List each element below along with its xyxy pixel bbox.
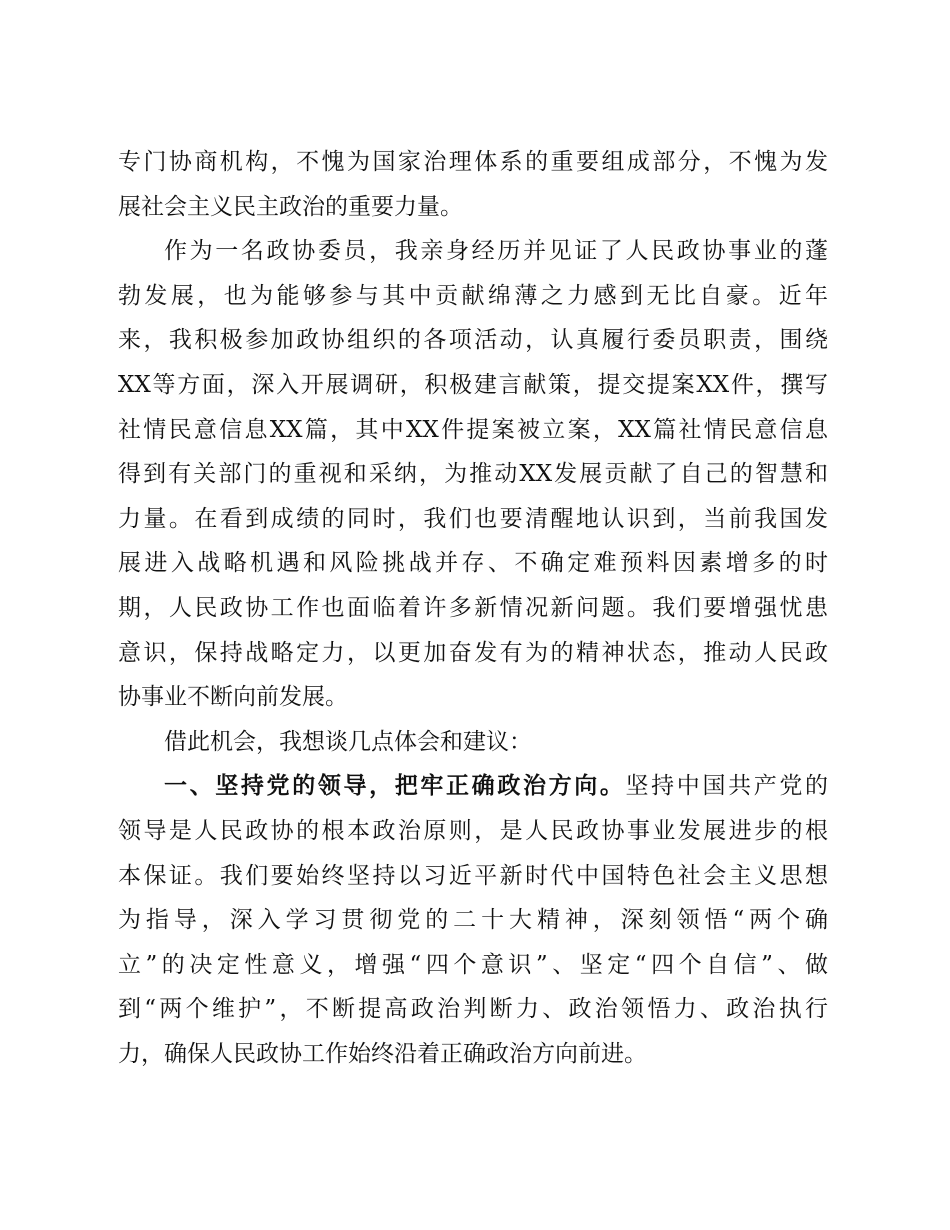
text-line: 借此机会，我想谈几点体会和建议： xyxy=(164,728,532,755)
text-line: 协事业不断向前发展。 xyxy=(118,684,348,711)
text-line: 力，确保人民政协工作始终沿着正确政治方向前进。 xyxy=(118,1040,647,1067)
text-line: 立”的决定性意义，增强“四个意识”、坚定“四个自信”、做 xyxy=(118,951,828,978)
text-line: 勃发展，也为能够参与其中贡献绵薄之力感到无比自豪。近年 xyxy=(118,282,828,309)
text-line: 到“两个维护”，不断提高政治判断力、政治领悟力、政治执行 xyxy=(118,996,828,1023)
text-line: 得到有关部门的重视和采纳，为推动XX发展贡献了自己的智慧和 xyxy=(118,461,828,488)
text-line: 展社会主义民主政治的重要力量。 xyxy=(118,193,463,220)
text-line: 作为一名政协委员，我亲身经历并见证了人民政协事业的蓬 xyxy=(164,238,828,265)
text-line: 期，人民政协工作也面临着许多新情况新问题。我们要增强忧患 xyxy=(118,594,828,621)
document-body xyxy=(118,140,828,1076)
text-line: 意识，保持战略定力，以更加奋发有为的精神状态，推动人民政 xyxy=(118,639,828,666)
section-heading-line xyxy=(118,764,828,809)
text-line: 社情民意信息XX篇，其中XX件提案被立案，XX篇社情民意信息 xyxy=(118,416,828,443)
section-heading: 一、坚持党的领导，把牢正确政治方向。 xyxy=(164,773,626,800)
text-line: 来，我积极参加政协组织的各项活动，认真履行委员职责，围绕 xyxy=(118,327,828,354)
text-line: 领导是人民政协的根本政治原则，是人民政协事业发展进步的根 xyxy=(118,817,828,844)
text-line: 本保证。我们要始终坚持以习近平新时代中国特色社会主义思想 xyxy=(118,862,828,889)
text-line: 专门协商机构，不愧为国家治理体系的重要组成部分，不愧为发 xyxy=(118,149,828,175)
text-line: 展进入战略机遇和风险挑战并存、不确定难预料因素增多的时 xyxy=(118,550,828,577)
text-line: 力量。在看到成绩的同时，我们也要清醒地认识到，当前我国发 xyxy=(118,505,828,532)
text-line: 为指导，深入学习贯彻党的二十大精神，深刻领悟“两个确 xyxy=(118,907,828,934)
text-line: XX等方面，深入开展调研，积极建言献策，提交提案XX件，撰写 xyxy=(118,371,828,398)
section-heading-continuation: 坚持中国共产党的 xyxy=(625,773,829,800)
